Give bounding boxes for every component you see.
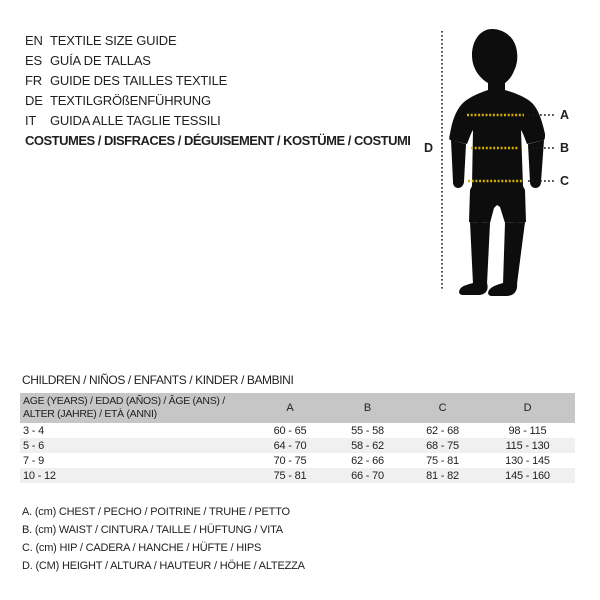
height-cell: 98 - 115 bbox=[508, 424, 547, 437]
language-label: GUIDA ALLE TAGLIE TESSILI bbox=[50, 113, 221, 128]
hip-cell: 62 - 68 bbox=[426, 424, 459, 437]
language-row-en bbox=[25, 31, 227, 51]
waist-cell: 55 - 58 bbox=[351, 424, 384, 437]
language-label: GUIDE DES TAILLES TEXTILE bbox=[50, 73, 228, 88]
legend-height: D. (CM) HEIGHT / ALTURA / HAUTEUR / HÖHE / ALTEZZA bbox=[22, 560, 305, 572]
waist-label: B bbox=[560, 141, 570, 155]
language-row-de bbox=[25, 91, 227, 111]
left-foot bbox=[459, 283, 487, 295]
legend-chest: A. (cm) CHEST / PECHO / POITRINE / TRUHE / PETTO bbox=[22, 506, 290, 518]
size-table bbox=[20, 393, 575, 483]
left-leg bbox=[470, 222, 490, 284]
age-cell: 5 - 6 bbox=[23, 439, 45, 452]
table-row bbox=[20, 438, 575, 453]
measurement-legend bbox=[22, 503, 305, 575]
hip-cell: 75 - 81 bbox=[426, 454, 459, 467]
child-silhouette bbox=[449, 29, 545, 296]
language-code: EN bbox=[25, 33, 43, 48]
height-cell: 130 - 145 bbox=[505, 454, 550, 467]
hip-cell: 68 - 75 bbox=[426, 439, 459, 452]
column-header-a: A bbox=[286, 402, 294, 414]
language-label: GUÍA DE TALLAS bbox=[50, 53, 151, 68]
language-row-fr bbox=[25, 71, 227, 91]
hip-cell: 81 - 82 bbox=[426, 469, 459, 482]
language-list bbox=[25, 31, 227, 131]
chest-label: A bbox=[560, 108, 570, 122]
language-row-it bbox=[25, 111, 227, 131]
language-label: TEXTILGRÖßENFÜHRUNG bbox=[50, 93, 211, 108]
language-label: TEXTILE SIZE GUIDE bbox=[50, 33, 177, 48]
hip-label: C bbox=[560, 174, 570, 188]
chest-cell: 70 - 75 bbox=[273, 454, 307, 467]
language-code: IT bbox=[25, 113, 37, 128]
table-row bbox=[20, 423, 575, 438]
height-cell: 145 - 160 bbox=[505, 469, 550, 482]
left-arm bbox=[451, 140, 466, 188]
category-title: COSTUMES / DISFRACES / DÉGUISEMENT / KOSTÜME / COSTUMI bbox=[25, 133, 411, 148]
chest-cell: 60 - 65 bbox=[273, 424, 307, 437]
age-header-line1: AGE (YEARS) / EDAD (AÑOS) / ÂGE (ANS) / bbox=[23, 395, 225, 407]
legend-waist: B. (cm) WAIST / CINTURA / TAILLE / HÜFTUNG / VITA bbox=[22, 524, 283, 536]
age-cell: 10 - 12 bbox=[23, 469, 56, 482]
language-row-es bbox=[25, 51, 227, 71]
waist-cell: 58 - 62 bbox=[351, 439, 384, 452]
age-cell: 3 - 4 bbox=[23, 424, 45, 437]
height-cell: 115 - 130 bbox=[505, 439, 550, 452]
waist-cell: 66 - 70 bbox=[351, 469, 384, 482]
language-code: DE bbox=[25, 93, 43, 108]
table-title: CHILDREN / NIÑOS / ENFANTS / KINDER / BAMBINI bbox=[22, 373, 294, 387]
language-code: ES bbox=[25, 53, 42, 68]
column-header-c: C bbox=[438, 402, 447, 414]
right-leg bbox=[503, 222, 525, 284]
column-header-b: B bbox=[363, 402, 372, 414]
right-foot bbox=[488, 283, 517, 296]
measurement-figure bbox=[380, 0, 600, 320]
language-code: FR bbox=[25, 73, 42, 88]
table-header-row bbox=[20, 393, 575, 423]
column-header-d: D bbox=[523, 402, 532, 414]
chest-cell: 75 - 81 bbox=[273, 469, 307, 482]
age-header-line2: ALTER (JAHRE) / ETÀ (ANNI) bbox=[23, 408, 157, 420]
chest-cell: 64 - 70 bbox=[273, 439, 307, 452]
waist-cell: 62 - 66 bbox=[351, 454, 384, 467]
table-row bbox=[20, 468, 575, 483]
age-cell: 7 - 9 bbox=[23, 454, 45, 467]
age-column-header bbox=[20, 393, 250, 423]
legend-hip: C. (cm) HIP / CADERA / HANCHE / HÜFTE / HIPS bbox=[22, 542, 262, 554]
height-label: D bbox=[423, 141, 433, 155]
table-row bbox=[20, 453, 575, 468]
